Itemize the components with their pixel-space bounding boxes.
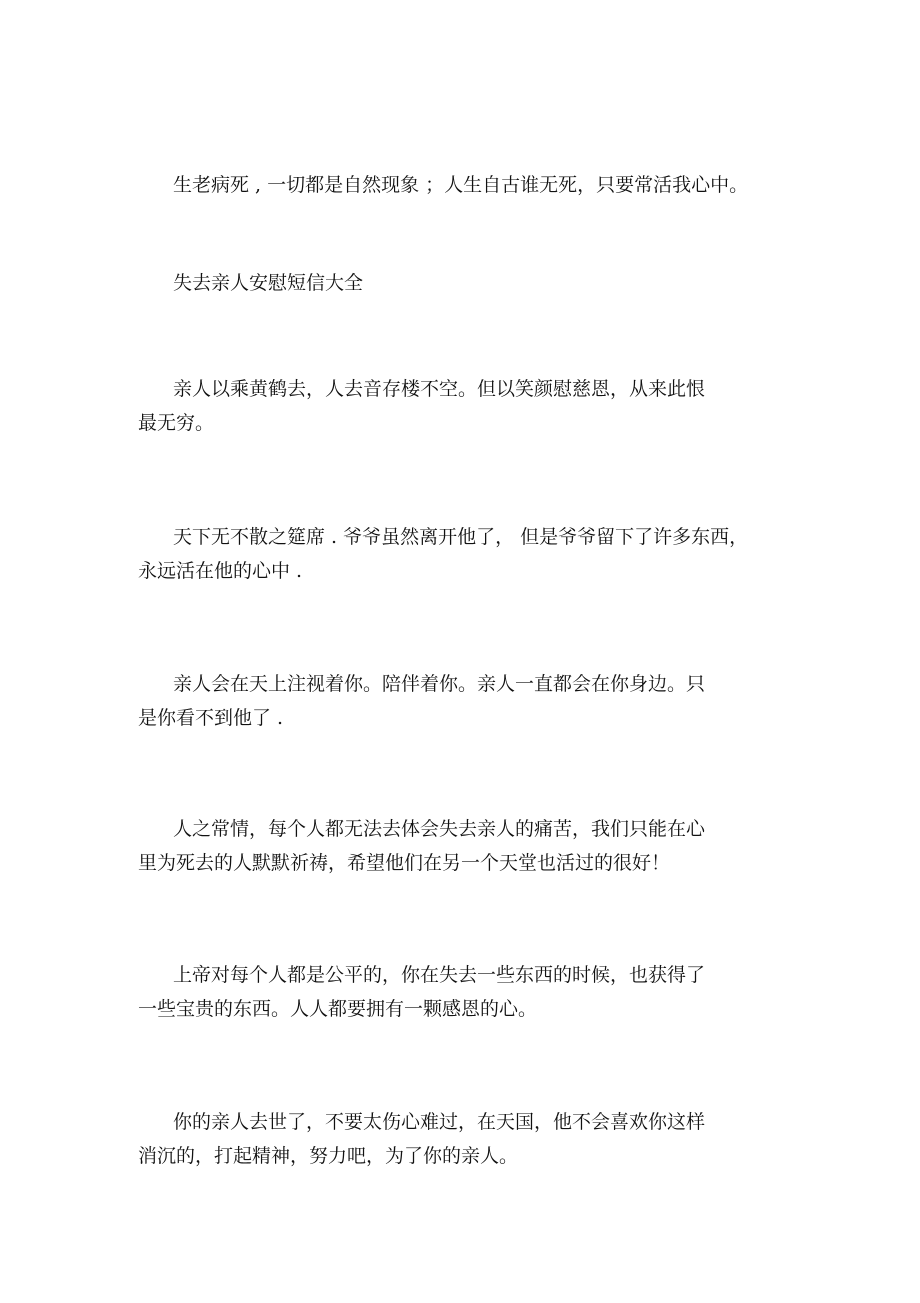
heading-text: 失去亲人安慰短信大全 [173, 272, 364, 294]
paragraph-line: 里为死去的人默默祈祷，希望他们在另一个天堂也活过的很好！ [138, 852, 671, 874]
paragraph-line: 消沉的，打起精神，努力吧，为了你的亲人。 [138, 1145, 519, 1167]
paragraph-line: 上帝对每个人都是公平的，你在失去一些东西的时候，也获得了 [173, 964, 706, 986]
paragraph-1 [138, 168, 788, 202]
paragraph-line: 最无穷。 [138, 412, 215, 434]
paragraph-2 [138, 372, 788, 440]
paragraph-line: 人之常情，每个人都无法去体会失去亲人的痛苦，我们只能在心 [173, 818, 706, 840]
paragraph-4 [138, 667, 788, 735]
paragraph-line: 永远活在他的心中 . [138, 560, 303, 582]
paragraph-line: 生老病死 , 一切都是自然现象 ；人生自古谁无死，只要常活我心中。 [173, 174, 749, 196]
section-heading [138, 266, 788, 300]
paragraph-6 [138, 958, 788, 1026]
paragraph-line: 天下无不散之筵席 . 爷爷虽然离开他了， 但是爷爷留下了许多东西， [173, 526, 749, 548]
paragraph-line: 亲人以乘黄鹤去，人去音存楼不空。但以笑颜慰慈恩，从来此恨 [173, 378, 706, 400]
paragraph-line: 是你看不到他了 . [138, 707, 284, 729]
paragraph-5 [138, 812, 788, 880]
paragraph-3 [138, 520, 788, 588]
paragraph-line: 亲人会在天上注视着你。陪伴着你。亲人一直都会在你身边。只 [173, 673, 706, 695]
paragraph-7 [138, 1105, 788, 1173]
paragraph-line: 你的亲人去世了，不要太伤心难过，在天国，他不会喜欢你这样 [173, 1111, 706, 1133]
paragraph-line: 一些宝贵的东西。人人都要拥有一颗感恩的心。 [138, 998, 538, 1020]
